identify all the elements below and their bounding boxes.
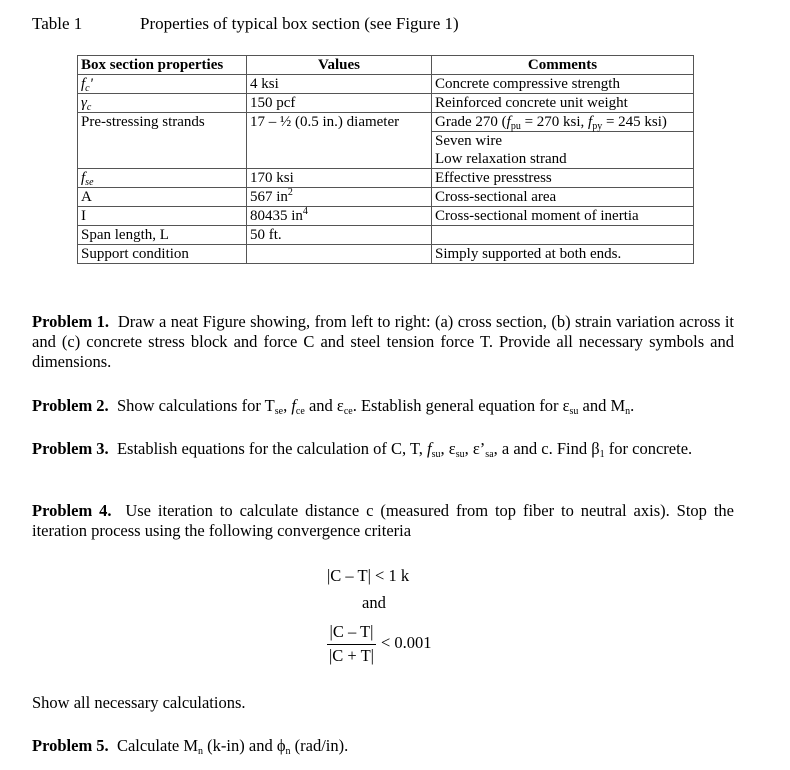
problem-1-text: Draw a neat Figure showing, from left to right: (a) cross section, (b) strain variation across it and (c) concrete stress block and force C and steel tension force T. Provide all necessary symbols and dimensions. bbox=[32, 312, 735, 371]
table-label: Table 1 bbox=[32, 14, 83, 33]
comment-cell: Simply supported at both ends. bbox=[432, 245, 694, 264]
problem-5-label: Problem 5. bbox=[32, 736, 109, 755]
property-cell: A bbox=[78, 188, 247, 207]
problem-1-label: Problem 1. bbox=[32, 312, 109, 331]
show-calculations: Show all necessary calculations. bbox=[32, 693, 246, 712]
table-row bbox=[78, 169, 694, 188]
properties-table bbox=[77, 55, 694, 264]
value-cell bbox=[247, 150, 432, 169]
problem-3: Problem 3. Establish equations for the calculation of C, T, $f_{su}$, $\varepsilon_{su}$, $\varepsilon’_{sa}$, a and c. Find $\beta_1$ for concrete. bbox=[32, 439, 693, 460]
value-cell: 150 pcf bbox=[247, 94, 432, 113]
equation-2-rhs: < 0.001 bbox=[381, 633, 432, 652]
table-row bbox=[78, 113, 694, 132]
table-header-row bbox=[78, 56, 694, 75]
property-cell: $f_c'$ bbox=[78, 75, 247, 94]
problem-3-label: Problem 3. bbox=[32, 439, 109, 458]
property-cell: Pre-stressing strands bbox=[78, 113, 247, 132]
table-row bbox=[78, 150, 694, 169]
property-cell: $f_{se}$ bbox=[78, 169, 247, 188]
table-row bbox=[78, 245, 694, 264]
comment-cell bbox=[432, 226, 694, 245]
value-cell bbox=[247, 245, 432, 264]
problem-4-text: Use iteration to calculate distance c (measured from top fiber to neutral axis). Stop the iteration process using the following convergence criteria bbox=[32, 501, 734, 540]
comment-cell: Low relaxation strand bbox=[432, 150, 694, 169]
value-cell: 567 $in^2$ bbox=[247, 188, 432, 207]
value-cell bbox=[247, 132, 432, 151]
property-cell: Support condition bbox=[78, 245, 247, 264]
property-cell bbox=[78, 132, 247, 151]
equation-2-fraction bbox=[327, 622, 376, 666]
comment-cell: Seven wire bbox=[432, 132, 694, 151]
table-row bbox=[78, 207, 694, 226]
value-cell: 17 – ½ (0.5 in.) diameter bbox=[247, 113, 432, 132]
equation-and: and bbox=[362, 593, 386, 612]
problem-2: Problem 2. Show calculations for $T_{se}$, $f_{ce}$ and $\varepsilon_{ce}$. Establish general equation for $\varepsilon_{su}$ and $M_n$. bbox=[32, 396, 635, 417]
property-cell: $\gamma_c$ bbox=[78, 94, 247, 113]
value-cell: 80435 $in^4$ bbox=[247, 207, 432, 226]
table-row bbox=[78, 132, 694, 151]
problem-4-label: Problem 4. bbox=[32, 501, 112, 520]
problem-5: Problem 5. Calculate $M_n$ (k-in) and $\phi_n$ (rad/in). bbox=[32, 736, 349, 757]
fraction-bar bbox=[327, 644, 376, 645]
comment-cell: Reinforced concrete unit weight bbox=[432, 94, 694, 113]
problem-4 bbox=[32, 501, 734, 541]
comment-cell: Cross-sectional area bbox=[432, 188, 694, 207]
header-comments: Comments bbox=[432, 56, 694, 75]
value-cell: 50 ft. bbox=[247, 226, 432, 245]
equation-2-denominator: |C + T| bbox=[329, 646, 374, 665]
property-cell bbox=[78, 150, 247, 169]
table-row bbox=[78, 75, 694, 94]
table-row bbox=[78, 188, 694, 207]
value-cell: 4 ksi bbox=[247, 75, 432, 94]
header-properties: Box section properties bbox=[78, 56, 247, 75]
table-title: Properties of typical box section (see Figure 1) bbox=[140, 14, 459, 33]
table-row bbox=[78, 94, 694, 113]
comment-cell: Grade 270 ($f_{pu} = 270$ ksi, $f_{py} = 245$ ksi) bbox=[432, 113, 694, 132]
problem-2-label: Problem 2. bbox=[32, 396, 109, 415]
table-row bbox=[78, 226, 694, 245]
value-cell: 170 ksi bbox=[247, 169, 432, 188]
problem-1 bbox=[32, 312, 734, 372]
comment-cell: Cross-sectional moment of inertia bbox=[432, 207, 694, 226]
equation-2-numerator: |C – T| bbox=[329, 622, 374, 641]
header-values: Values bbox=[247, 56, 432, 75]
comment-cell: Effective presstress bbox=[432, 169, 694, 188]
property-cell: I bbox=[78, 207, 247, 226]
comment-cell: Concrete compressive strength bbox=[432, 75, 694, 94]
equation-1: |C – T| < 1 k bbox=[327, 566, 410, 585]
property-cell: Span length, L bbox=[78, 226, 247, 245]
